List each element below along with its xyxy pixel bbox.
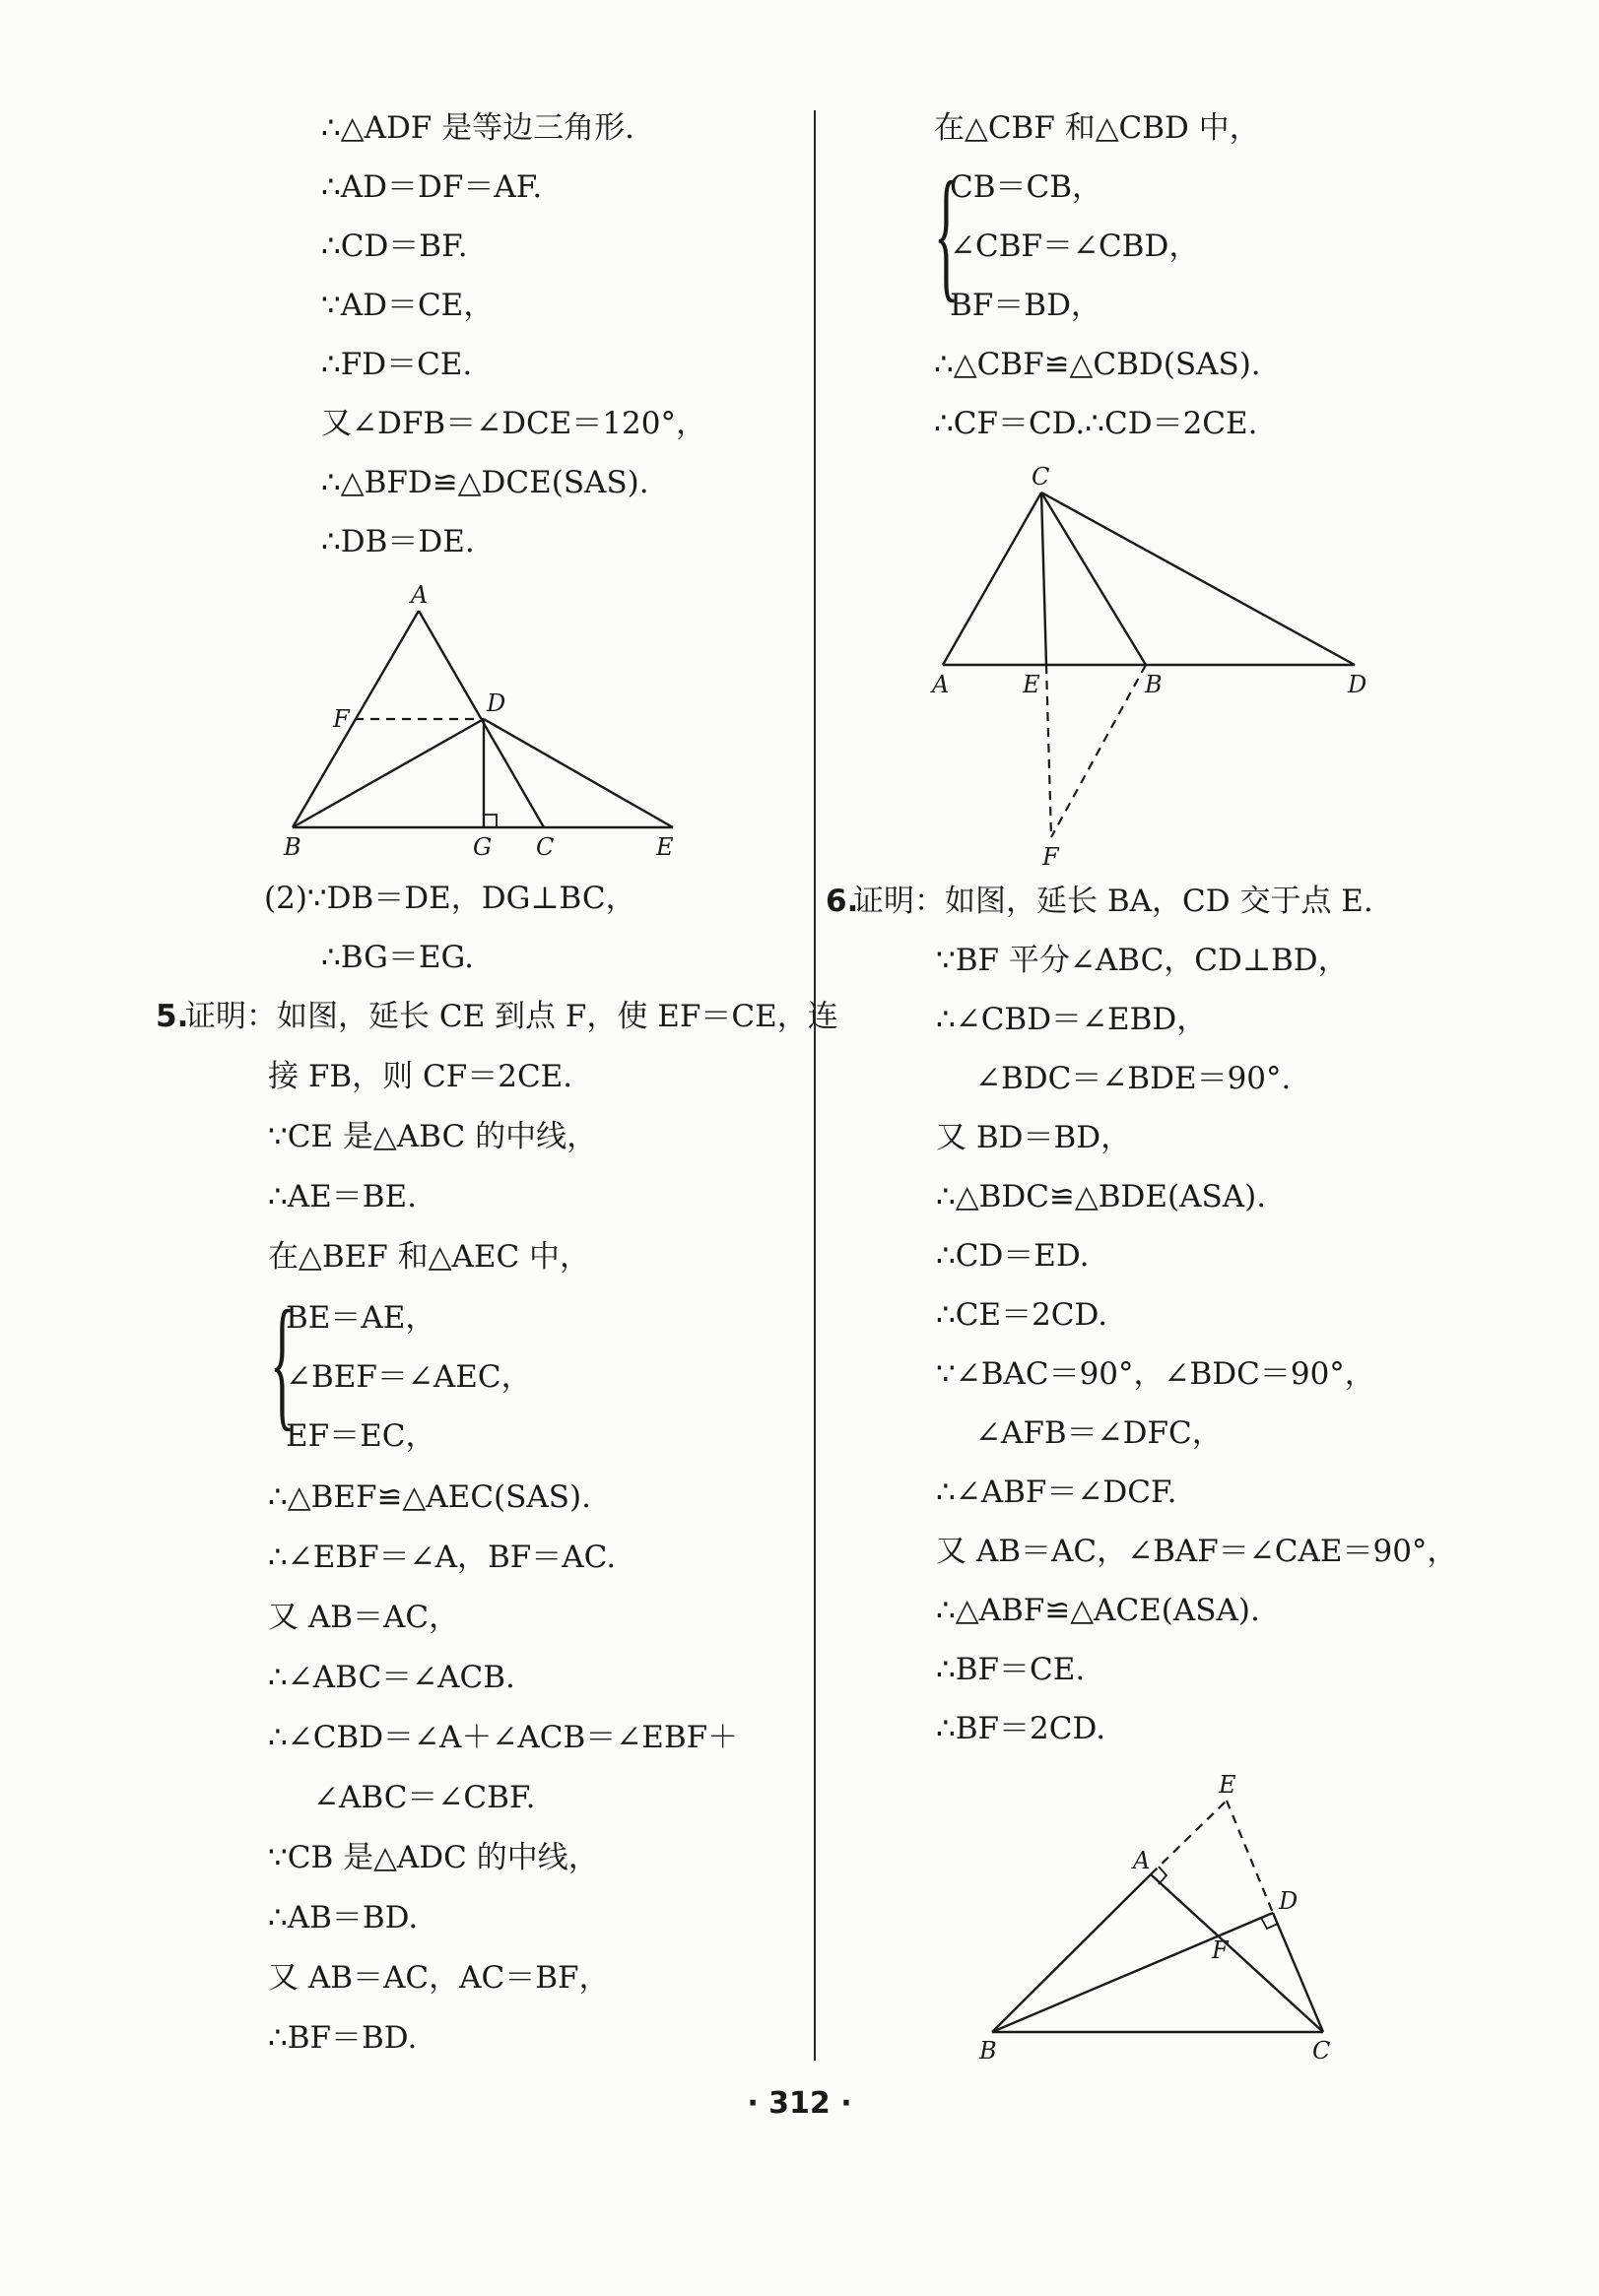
label: C [536,833,555,861]
segment-ce [1041,492,1046,665]
text-line: ∴CE＝2CD. [936,1297,1108,1333]
segment-bd [293,719,484,827]
segment-ae-dashed [1151,1801,1227,1874]
label: C [1032,463,1050,491]
text-line: ∴CD＝BF. [321,229,468,264]
text-line: ∴△ADF 是等边三角形. [321,110,635,146]
label: C [1312,2037,1331,2065]
text-line: 证明：如图，延长 CE 到点 F，使 EF＝CE，连 [185,999,838,1034]
text-line: 在△BEF 和△AEC 中， [268,1239,591,1275]
text-line: ∴∠CBD＝∠A＋∠ACB＝∠EBF＋ [268,1720,739,1755]
text-line: ∠AFB＝∠DFC， [975,1415,1223,1451]
label: B [979,2037,997,2065]
text-line: ∠ABC＝∠CBF. [313,1780,536,1815]
segment-bd [992,1913,1273,2032]
text-line: ∴△BDC≌△BDE(ASA). [936,1179,1267,1214]
label: D [1279,1887,1299,1915]
text-line: ∠CBF＝∠CBD， [950,229,1200,264]
figure-triangle-cbf-cbd [926,463,1389,877]
text-line: CB＝CB， [950,169,1102,205]
right-angle-mark-a [1159,1867,1166,1884]
text-line: ∴FD＝CE. [321,347,473,382]
text-line: 又 AB＝AC，AC＝BF， [268,1960,610,1996]
label: B [1145,671,1163,698]
text-line: 又∠DFB＝∠DCE＝120°， [321,406,706,441]
segment-ef-dashed [1046,665,1051,837]
text-line: ∴AB＝BD. [268,1900,419,1935]
text-line: ∴△BFD≌△DCE(SAS). [321,465,649,500]
label: F [333,705,350,733]
segment-cb [1041,492,1146,665]
text-line: BF＝BD， [950,288,1101,323]
text-line: ∴∠ABF＝∠DCF. [936,1475,1177,1510]
question-number: 6. [826,884,859,919]
text-line: ∴△CBF≌△CBD(SAS). [934,347,1261,382]
text-line: (2)∵DB＝DE，DG⊥BC， [264,881,636,916]
label: G [473,833,493,861]
text-line: ∴AD＝DF＝AF. [321,169,543,205]
label: E [1023,671,1040,698]
figure-triangle-abc-de [276,581,690,867]
text-line: 在△CBF 和△CBD 中， [934,110,1260,146]
text-line: ∴DB＝DE. [321,524,475,559]
text-line: ∴CD＝ED. [936,1238,1090,1274]
text-line: ∴BF＝BD. [268,2020,418,2056]
brace: { [270,1280,296,1444]
label: F [1212,1936,1229,1964]
column-divider [814,110,816,2061]
label: D [487,689,506,717]
text-line: ∴BF＝2CD. [936,1711,1106,1746]
text-line: ∵AD＝CE， [321,288,495,323]
segment-ed-dashed [1227,1801,1273,1913]
text-line: BE＝AE， [286,1300,436,1336]
text-line: ∴∠EBF＝∠A，BF＝AC. [268,1540,617,1575]
text-line: 接 FB，则 CF＝2CE. [268,1059,573,1094]
text-line: ∴△ABF≌△ACE(ASA). [936,1593,1260,1628]
text-line: 证明：如图，延长 BA，CD 交于点 E. [853,884,1373,919]
label: A [932,671,950,698]
text-line: ∵∠BAC＝90°，∠BDC＝90°， [936,1356,1375,1392]
text-line: EF＝EC， [286,1418,436,1454]
text-line: ∴BG＝EG. [321,940,474,975]
text-line: ∴∠ABC＝∠ACB. [268,1660,515,1695]
text-line: 又 AB＝AC，∠BAF＝∠CAE＝90°， [936,1534,1458,1569]
text-line: ∴△BEF≌△AEC(SAS). [268,1479,591,1515]
text-line: ∴AE＝BE. [268,1179,418,1214]
segment-ba [992,1874,1151,2032]
brace: { [934,152,960,315]
label: E [1219,1771,1236,1799]
label: E [656,833,674,861]
text-line: 又 BD＝BD， [936,1120,1132,1155]
text-line: ∠BDC＝∠BDE＝90°. [975,1061,1292,1096]
label: D [1348,671,1367,698]
text-line: ∵BF 平分∠ABC，CD⊥BD， [936,943,1349,978]
question-number: 5. [156,999,189,1034]
text-line: 又 AB＝AC， [268,1600,460,1635]
segment-bf-dashed [1051,665,1146,837]
right-angle-mark [484,815,497,827]
text-line: ∴CF＝CD.∴CD＝2CE. [934,406,1258,441]
figure-triangle-abc-ef [975,1768,1350,2064]
page-number: · 312 · [747,2086,852,2121]
label: B [284,833,301,861]
segment-cd [1041,492,1355,665]
text-line: ∵CB 是△ADC 的中线， [268,1840,599,1875]
segment-dc [1273,1913,1323,2032]
label: A [411,581,429,609]
label: F [1042,843,1059,871]
label: A [1133,1847,1151,1874]
text-line: ∴∠CBD＝∠EBD， [936,1002,1208,1037]
text-line: ∴BF＝CE. [936,1652,1086,1687]
text-line: ∵CE 是△ABC 的中线， [268,1119,598,1154]
segment-ca [943,492,1041,665]
text-line: ∠BEF＝∠AEC， [286,1359,532,1395]
